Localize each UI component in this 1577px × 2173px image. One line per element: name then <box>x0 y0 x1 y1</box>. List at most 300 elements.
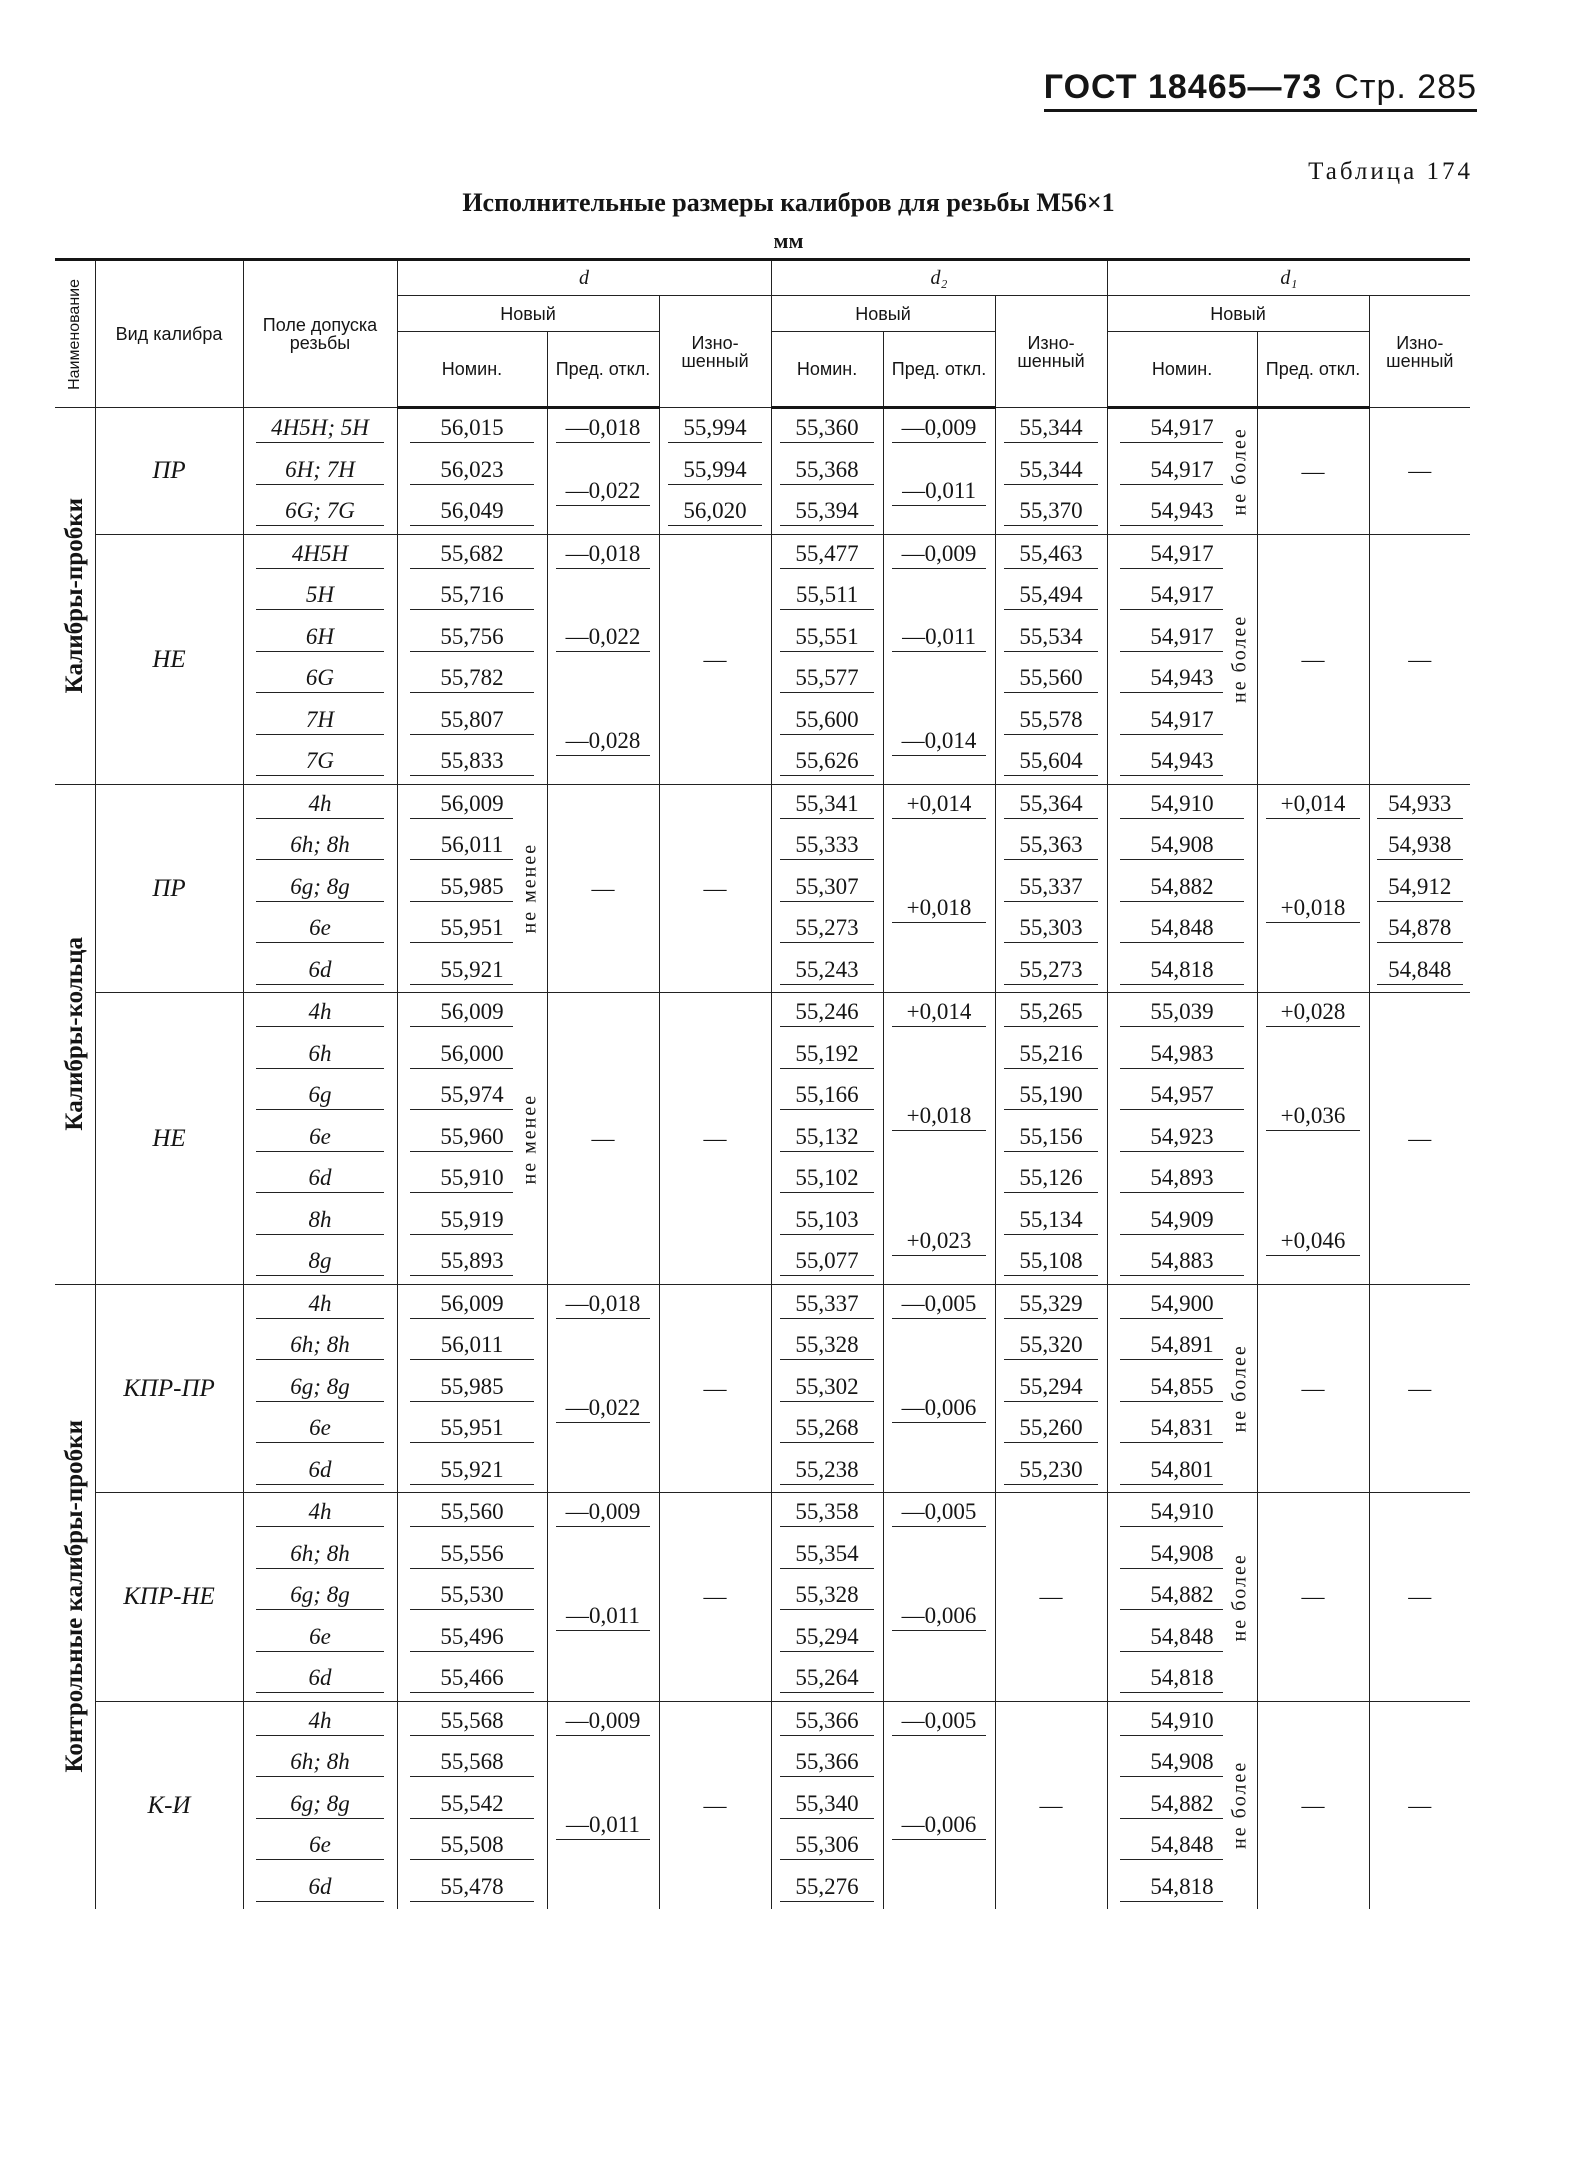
d2-nominal <box>771 742 883 784</box>
d2-nominal <box>771 1868 883 1910</box>
tolerance-field-text: 8h <box>256 1208 383 1235</box>
d2-nominal <box>771 993 883 1035</box>
d-nominal-text: 56,009 <box>410 1000 534 1027</box>
d-worn <box>659 492 771 534</box>
tolerance-field <box>243 408 397 451</box>
d1-worn <box>1369 408 1470 535</box>
d2-deviation-text: —0,011 <box>892 625 987 652</box>
d-nominal-text: 55,985 <box>410 875 534 902</box>
d-nominal <box>397 1743 547 1785</box>
d2-deviation <box>883 1326 995 1493</box>
d2-worn <box>995 909 1107 951</box>
d2-worn-text: 55,230 <box>1004 1458 1099 1485</box>
d2-worn <box>995 1368 1107 1410</box>
d2-worn-text: 55,364 <box>1004 792 1099 819</box>
d1-nominal-text: 54,882 <box>1120 1792 1244 1819</box>
d-nominal-text: 55,716 <box>410 583 534 610</box>
d2-worn <box>995 1326 1107 1368</box>
d2-worn-text: 55,273 <box>1004 958 1099 985</box>
d-nominal-text: 55,960 <box>410 1125 534 1152</box>
tolerance-field <box>243 1409 397 1451</box>
d2-deviation <box>883 408 995 451</box>
d-deviation <box>547 1284 659 1326</box>
d2-nominal-text: 55,366 <box>780 1709 875 1736</box>
d-deviation <box>547 1535 659 1702</box>
d2-nominal-text: 55,577 <box>780 666 875 693</box>
d-deviation-text: —0,009 <box>556 1500 651 1527</box>
d2-deviation <box>883 826 995 993</box>
d1-worn <box>1369 534 1470 784</box>
d-nominal-text: 55,921 <box>410 958 534 985</box>
d1-worn-text: — <box>1408 1584 1432 1610</box>
d2-nominal-text: 55,340 <box>780 1792 875 1819</box>
tolerance-field-text: 6d <box>256 1875 383 1902</box>
d1-worn <box>1369 1284 1470 1493</box>
d-nominal-text: 55,682 <box>410 542 534 569</box>
tolerance-field <box>243 951 397 993</box>
d1-nominal-text: 54,855 <box>1120 1375 1244 1402</box>
d1-nominal-text: 54,957 <box>1120 1083 1244 1110</box>
table-header <box>55 260 1470 408</box>
d-nominal-text: 55,919 <box>410 1208 534 1235</box>
d1-deviation-text: +0,046 <box>1266 1229 1361 1256</box>
table-unit: мм <box>773 228 804 253</box>
tolerance-field <box>243 1035 397 1077</box>
d2-nominal <box>771 1451 883 1493</box>
d2-deviation-text: —0,009 <box>892 416 987 443</box>
d2-worn <box>995 1159 1107 1201</box>
tolerance-field <box>243 1826 397 1868</box>
gauge-kind <box>95 784 243 993</box>
d-nominal-text: 55,910 <box>410 1166 534 1193</box>
tolerance-field <box>243 1118 397 1160</box>
tolerance-field-text: 4H5H <box>256 542 383 569</box>
page-number: Стр. 285 <box>1334 68 1477 106</box>
d2-nominal-text: 55,354 <box>780 1542 875 1569</box>
d-nominal <box>397 1368 547 1410</box>
d1-worn-text: — <box>1408 1125 1432 1151</box>
d2-worn <box>995 576 1107 618</box>
page-header <box>1044 68 1477 112</box>
tolerance-field <box>243 618 397 660</box>
d2-deviation <box>883 1493 995 1535</box>
d2-nominal-text: 55,328 <box>780 1333 875 1360</box>
d2-worn <box>995 1284 1107 1326</box>
d2-nominal-text: 55,166 <box>780 1083 875 1110</box>
gauge-kind <box>95 1701 243 1909</box>
d1-nominal-text: 54,910 <box>1120 1709 1244 1736</box>
d2-deviation-text: +0,014 <box>892 792 987 819</box>
d2-worn <box>995 1118 1107 1160</box>
d-nominal <box>397 1535 547 1577</box>
d2-worn-text: 55,134 <box>1004 1208 1099 1235</box>
d-worn-text: — <box>703 1125 727 1151</box>
tolerance-field-text: 6g; 8g <box>256 1583 383 1610</box>
tolerance-field-text: 6h <box>256 1042 383 1069</box>
d2-worn <box>995 993 1107 1035</box>
d1-nominal <box>1107 784 1257 826</box>
d1-deviation <box>1257 1701 1369 1909</box>
d2-nominal <box>771 451 883 493</box>
d2-nominal-text: 55,360 <box>780 416 875 443</box>
d2-nominal <box>771 1826 883 1868</box>
d-nominal-text: 55,466 <box>410 1666 534 1693</box>
header-tolerance: Поле допуска резьбы <box>243 260 397 408</box>
tolerance-field <box>243 1743 397 1785</box>
d1-nominal-text: 54,909 <box>1120 1208 1244 1235</box>
gauge-kind-text: ПР <box>152 874 186 902</box>
d2-nominal-text: 55,246 <box>780 1000 875 1027</box>
d2-nominal-text: 55,511 <box>780 583 875 610</box>
tolerance-field-text: 6G <box>256 666 383 693</box>
d-worn-text: 55,994 <box>668 416 763 443</box>
d2-worn <box>995 868 1107 910</box>
d2-worn-text: 55,534 <box>1004 625 1099 652</box>
d2-nominal <box>771 701 883 743</box>
d-nominal <box>397 1618 547 1660</box>
tolerance-field <box>243 1451 397 1493</box>
d1-nominal-text: 54,917 <box>1120 583 1244 610</box>
tolerance-field-text: 6g <box>256 1083 383 1110</box>
d1-deviation-text: — <box>1301 646 1325 672</box>
gauge-kind <box>95 534 243 784</box>
d-worn-text: — <box>703 1792 727 1818</box>
note-max: не более <box>1223 538 1258 780</box>
d-deviation-text: —0,028 <box>556 729 651 756</box>
d1-deviation-text: — <box>1301 458 1325 484</box>
d2-nominal-text: 55,551 <box>780 625 875 652</box>
note-min: не менее <box>513 997 548 1281</box>
d2-nominal <box>771 1535 883 1577</box>
d-deviation-text: —0,022 <box>556 1396 651 1423</box>
d2-deviation-text: +0,018 <box>892 896 987 923</box>
tolerance-field <box>243 701 397 743</box>
d2-worn <box>995 1451 1107 1493</box>
d1-worn <box>1369 784 1470 826</box>
d1-nominal-text: 54,910 <box>1120 1500 1244 1527</box>
gauge-kind-text: КПР-ПР <box>123 1374 215 1402</box>
d2-nominal-text: 55,306 <box>780 1833 875 1860</box>
d1-nominal-text: 54,891 <box>1120 1333 1244 1360</box>
d1-worn <box>1369 951 1470 993</box>
d-worn <box>659 408 771 451</box>
d1-nominal-text: 54,908 <box>1120 833 1244 860</box>
d1-nominal <box>1107 951 1257 993</box>
gauge-kind-text: НЕ <box>152 645 186 673</box>
table-title: Исполнительные размеры калибров для резьбы М56×1 <box>462 188 1115 217</box>
d-nominal <box>397 1493 547 1535</box>
d2-worn-text: — <box>1039 1584 1063 1610</box>
d2-nominal <box>771 1409 883 1451</box>
tolerance-field-text: 4h <box>256 1292 383 1319</box>
d-nominal-text: 55,974 <box>410 1083 534 1110</box>
d2-nominal-text: 55,273 <box>780 916 875 943</box>
d-nominal-text: 56,000 <box>410 1042 534 1069</box>
d2-nominal <box>771 909 883 951</box>
d2-nominal-text: 55,333 <box>780 833 875 860</box>
d-deviation-text: —0,011 <box>556 1604 651 1631</box>
d1-worn-text: 54,848 <box>1377 958 1463 985</box>
d1-deviation <box>1257 1284 1369 1493</box>
tolerance-field <box>243 1535 397 1577</box>
tolerance-field <box>243 1159 397 1201</box>
table-row <box>55 993 1470 1035</box>
d2-nominal <box>771 618 883 660</box>
d2-nominal-text: 55,600 <box>780 708 875 735</box>
d2-worn <box>995 1201 1107 1243</box>
d-deviation <box>547 1326 659 1493</box>
d2-deviation <box>883 1701 995 1743</box>
d2-worn-text: 55,337 <box>1004 875 1099 902</box>
d2-nominal-text: 55,337 <box>780 1292 875 1319</box>
d2-nominal <box>771 492 883 534</box>
d1-nominal-text: 54,943 <box>1120 749 1244 776</box>
d1-nominal-text: 54,908 <box>1120 1750 1244 1777</box>
d2-nominal-text: 55,102 <box>780 1166 875 1193</box>
d2-worn <box>995 1493 1107 1702</box>
d1-worn-text: 54,933 <box>1377 792 1463 819</box>
d2-worn <box>995 826 1107 868</box>
category-label: Калибры-пробки <box>55 408 95 785</box>
header-d1-deviation: Пред. откл. <box>1257 332 1369 408</box>
d2-deviation <box>883 451 995 535</box>
tolerance-field-text: 6e <box>256 1125 383 1152</box>
d2-worn <box>995 659 1107 701</box>
d-nominal-text: 55,496 <box>410 1625 534 1652</box>
d-nominal-text: 56,011 <box>410 833 534 860</box>
tolerance-field-text: 6H <box>256 625 383 652</box>
d2-nominal-text: 55,077 <box>780 1249 875 1276</box>
d-deviation <box>547 993 659 1285</box>
header-d-nominal: Номин. <box>397 332 547 408</box>
d-nominal-text: 55,951 <box>410 1416 534 1443</box>
d-deviation-text: — <box>591 875 615 901</box>
d2-deviation <box>883 576 995 701</box>
d-nominal <box>397 618 547 660</box>
d2-nominal <box>771 1076 883 1118</box>
d1-nominal <box>1107 868 1257 910</box>
d-worn <box>659 451 771 493</box>
tolerance-field <box>243 492 397 534</box>
d-nominal <box>397 1576 547 1618</box>
d-nominal-text: 56,049 <box>410 499 534 526</box>
d-nominal-text: 56,015 <box>410 416 534 443</box>
d-nominal-text: 56,009 <box>410 792 534 819</box>
header-d1-worn: Изно-шенный <box>1369 296 1470 408</box>
d1-deviation-text: +0,018 <box>1266 896 1361 923</box>
d1-nominal-text: 54,943 <box>1120 666 1244 693</box>
tolerance-field-text: 6e <box>256 1416 383 1443</box>
d2-nominal <box>771 534 883 576</box>
d2-worn-text: — <box>1039 1792 1063 1818</box>
d-nominal-text: 55,530 <box>410 1583 534 1610</box>
header-d2: d₂ <box>771 260 1107 296</box>
d1-nominal-text: 54,831 <box>1120 1416 1244 1443</box>
d2-nominal <box>771 784 883 826</box>
gost-number: ГОСТ 18465—73 <box>1043 68 1323 106</box>
tolerance-field-text: 6d <box>256 958 383 985</box>
d-nominal <box>397 742 547 784</box>
d2-worn <box>995 1701 1107 1909</box>
d2-nominal-text: 55,366 <box>780 1750 875 1777</box>
header-d: d <box>397 260 771 296</box>
d1-worn-text: — <box>1408 1792 1432 1818</box>
d-nominal <box>397 1785 547 1827</box>
d2-worn <box>995 408 1107 451</box>
d-worn <box>659 784 771 993</box>
d-deviation-text: — <box>591 1125 615 1151</box>
d-nominal-text: 56,009 <box>410 1292 534 1319</box>
tolerance-field <box>243 1493 397 1535</box>
d2-worn <box>995 951 1107 993</box>
d-worn-text: 55,994 <box>668 458 763 485</box>
d-worn <box>659 1493 771 1702</box>
d1-deviation <box>1257 408 1369 535</box>
tolerance-field <box>243 1076 397 1118</box>
d2-deviation <box>883 1035 995 1201</box>
note-max: не более <box>1223 1705 1258 1905</box>
d2-worn <box>995 1035 1107 1077</box>
d1-worn-text: — <box>1408 1375 1432 1401</box>
gauge-kind <box>95 1284 243 1493</box>
d2-deviation-text: —0,014 <box>892 729 987 756</box>
d2-deviation-text: +0,023 <box>892 1229 987 1256</box>
d2-nominal-text: 55,294 <box>780 1625 875 1652</box>
d1-nominal <box>1107 993 1257 1035</box>
d2-deviation-text: —0,006 <box>892 1604 987 1631</box>
category-label: Калибры-кольца <box>55 784 95 1284</box>
d1-deviation <box>1257 1201 1369 1285</box>
d2-nominal <box>771 1743 883 1785</box>
d1-nominal-text: 54,923 <box>1120 1125 1244 1152</box>
d2-deviation-text: —0,011 <box>892 479 987 506</box>
tolerance-field <box>243 451 397 493</box>
d1-nominal-text: 54,818 <box>1120 1666 1244 1693</box>
d-deviation <box>547 451 659 535</box>
tolerance-field <box>243 576 397 618</box>
d-nominal <box>397 408 547 451</box>
d1-worn <box>1369 1701 1470 1909</box>
d2-nominal <box>771 1618 883 1660</box>
d1-nominal-text: 54,848 <box>1120 1625 1244 1652</box>
d2-worn-text: 55,370 <box>1004 499 1099 526</box>
d1-nominal <box>1107 909 1257 951</box>
d1-deviation <box>1257 826 1369 993</box>
tolerance-field-text: 6d <box>256 1166 383 1193</box>
d1-worn-text: — <box>1408 646 1432 672</box>
d-deviation-text: —0,022 <box>556 625 651 652</box>
d2-nominal-text: 55,132 <box>780 1125 875 1152</box>
d2-nominal-text: 55,328 <box>780 1583 875 1610</box>
tolerance-field <box>243 1576 397 1618</box>
note-max: не более <box>1223 1497 1258 1698</box>
d-deviation <box>547 701 659 785</box>
d-nominal-text: 55,542 <box>410 1792 534 1819</box>
d2-deviation-text: —0,006 <box>892 1396 987 1423</box>
d-deviation-text: —0,018 <box>556 542 651 569</box>
d2-deviation <box>883 1201 995 1285</box>
d1-deviation <box>1257 534 1369 784</box>
d-deviation <box>547 576 659 701</box>
d1-worn <box>1369 909 1470 951</box>
d2-deviation-text: —0,009 <box>892 542 987 569</box>
d-worn-text: — <box>703 1375 727 1401</box>
tolerance-field-text: 5H <box>256 583 383 610</box>
d-nominal <box>397 1826 547 1868</box>
d2-worn-text: 55,126 <box>1004 1166 1099 1193</box>
d2-worn <box>995 701 1107 743</box>
d1-worn <box>1369 868 1470 910</box>
d-deviation <box>547 534 659 576</box>
d-deviation <box>547 1701 659 1743</box>
d2-worn <box>995 451 1107 493</box>
d1-nominal-text: 54,882 <box>1120 875 1244 902</box>
header-d2-deviation: Пред. откл. <box>883 332 995 408</box>
d1-nominal <box>1107 1159 1257 1201</box>
gauge-kind-text: КПР-НЕ <box>123 1583 215 1611</box>
d2-worn-text: 55,560 <box>1004 666 1099 693</box>
d2-worn-text: 55,216 <box>1004 1042 1099 1069</box>
d-worn-text: — <box>703 1584 727 1610</box>
note-max: не более <box>1223 412 1258 531</box>
d2-worn-text: 55,190 <box>1004 1083 1099 1110</box>
d-nominal <box>397 1284 547 1326</box>
d2-nominal-text: 55,368 <box>780 458 875 485</box>
d1-nominal-text: 54,801 <box>1120 1458 1244 1485</box>
d-worn-text: — <box>703 646 727 672</box>
d-nominal <box>397 659 547 701</box>
d1-nominal <box>1107 1076 1257 1118</box>
d-deviation <box>547 1743 659 1909</box>
d2-worn-text: 55,265 <box>1004 1000 1099 1027</box>
gauge-kind <box>95 1493 243 1702</box>
d2-nominal <box>771 1659 883 1701</box>
d2-worn-text: 55,604 <box>1004 749 1099 776</box>
d1-nominal <box>1107 1035 1257 1077</box>
d-worn <box>659 534 771 784</box>
gauge-kind-text: НЕ <box>152 1124 186 1152</box>
d2-deviation <box>883 784 995 826</box>
d1-deviation-text: — <box>1301 1375 1325 1401</box>
d1-nominal-text: 54,917 <box>1120 458 1244 485</box>
d2-worn <box>995 618 1107 660</box>
d1-deviation <box>1257 993 1369 1035</box>
d1-worn-text: 54,938 <box>1377 833 1463 860</box>
gauge-kind <box>95 408 243 535</box>
d-nominal-text: 56,023 <box>410 458 534 485</box>
d1-nominal-text: 54,917 <box>1120 416 1244 443</box>
tolerance-field <box>243 659 397 701</box>
d-deviation-text: —0,018 <box>556 416 651 443</box>
tolerance-field <box>243 1326 397 1368</box>
d2-nominal-text: 55,358 <box>780 1500 875 1527</box>
table-number: Таблица 174 <box>1308 158 1473 185</box>
tolerance-field <box>243 1618 397 1660</box>
tolerance-field-text: 6H; 7H <box>256 458 383 485</box>
d2-nominal <box>771 1159 883 1201</box>
d1-deviation-text: +0,014 <box>1266 792 1361 819</box>
d-nominal-text: 55,756 <box>410 625 534 652</box>
d1-worn-text: 54,912 <box>1377 875 1463 902</box>
tolerance-field-text: 6g; 8g <box>256 875 383 902</box>
d1-nominal-text: 54,848 <box>1120 916 1244 943</box>
d2-deviation <box>883 701 995 785</box>
d1-nominal <box>1107 1118 1257 1160</box>
d2-nominal-text: 55,238 <box>780 1458 875 1485</box>
tolerance-field-text: 6h; 8h <box>256 1542 383 1569</box>
tolerance-field <box>243 993 397 1035</box>
d1-deviation-text: — <box>1301 1584 1325 1610</box>
